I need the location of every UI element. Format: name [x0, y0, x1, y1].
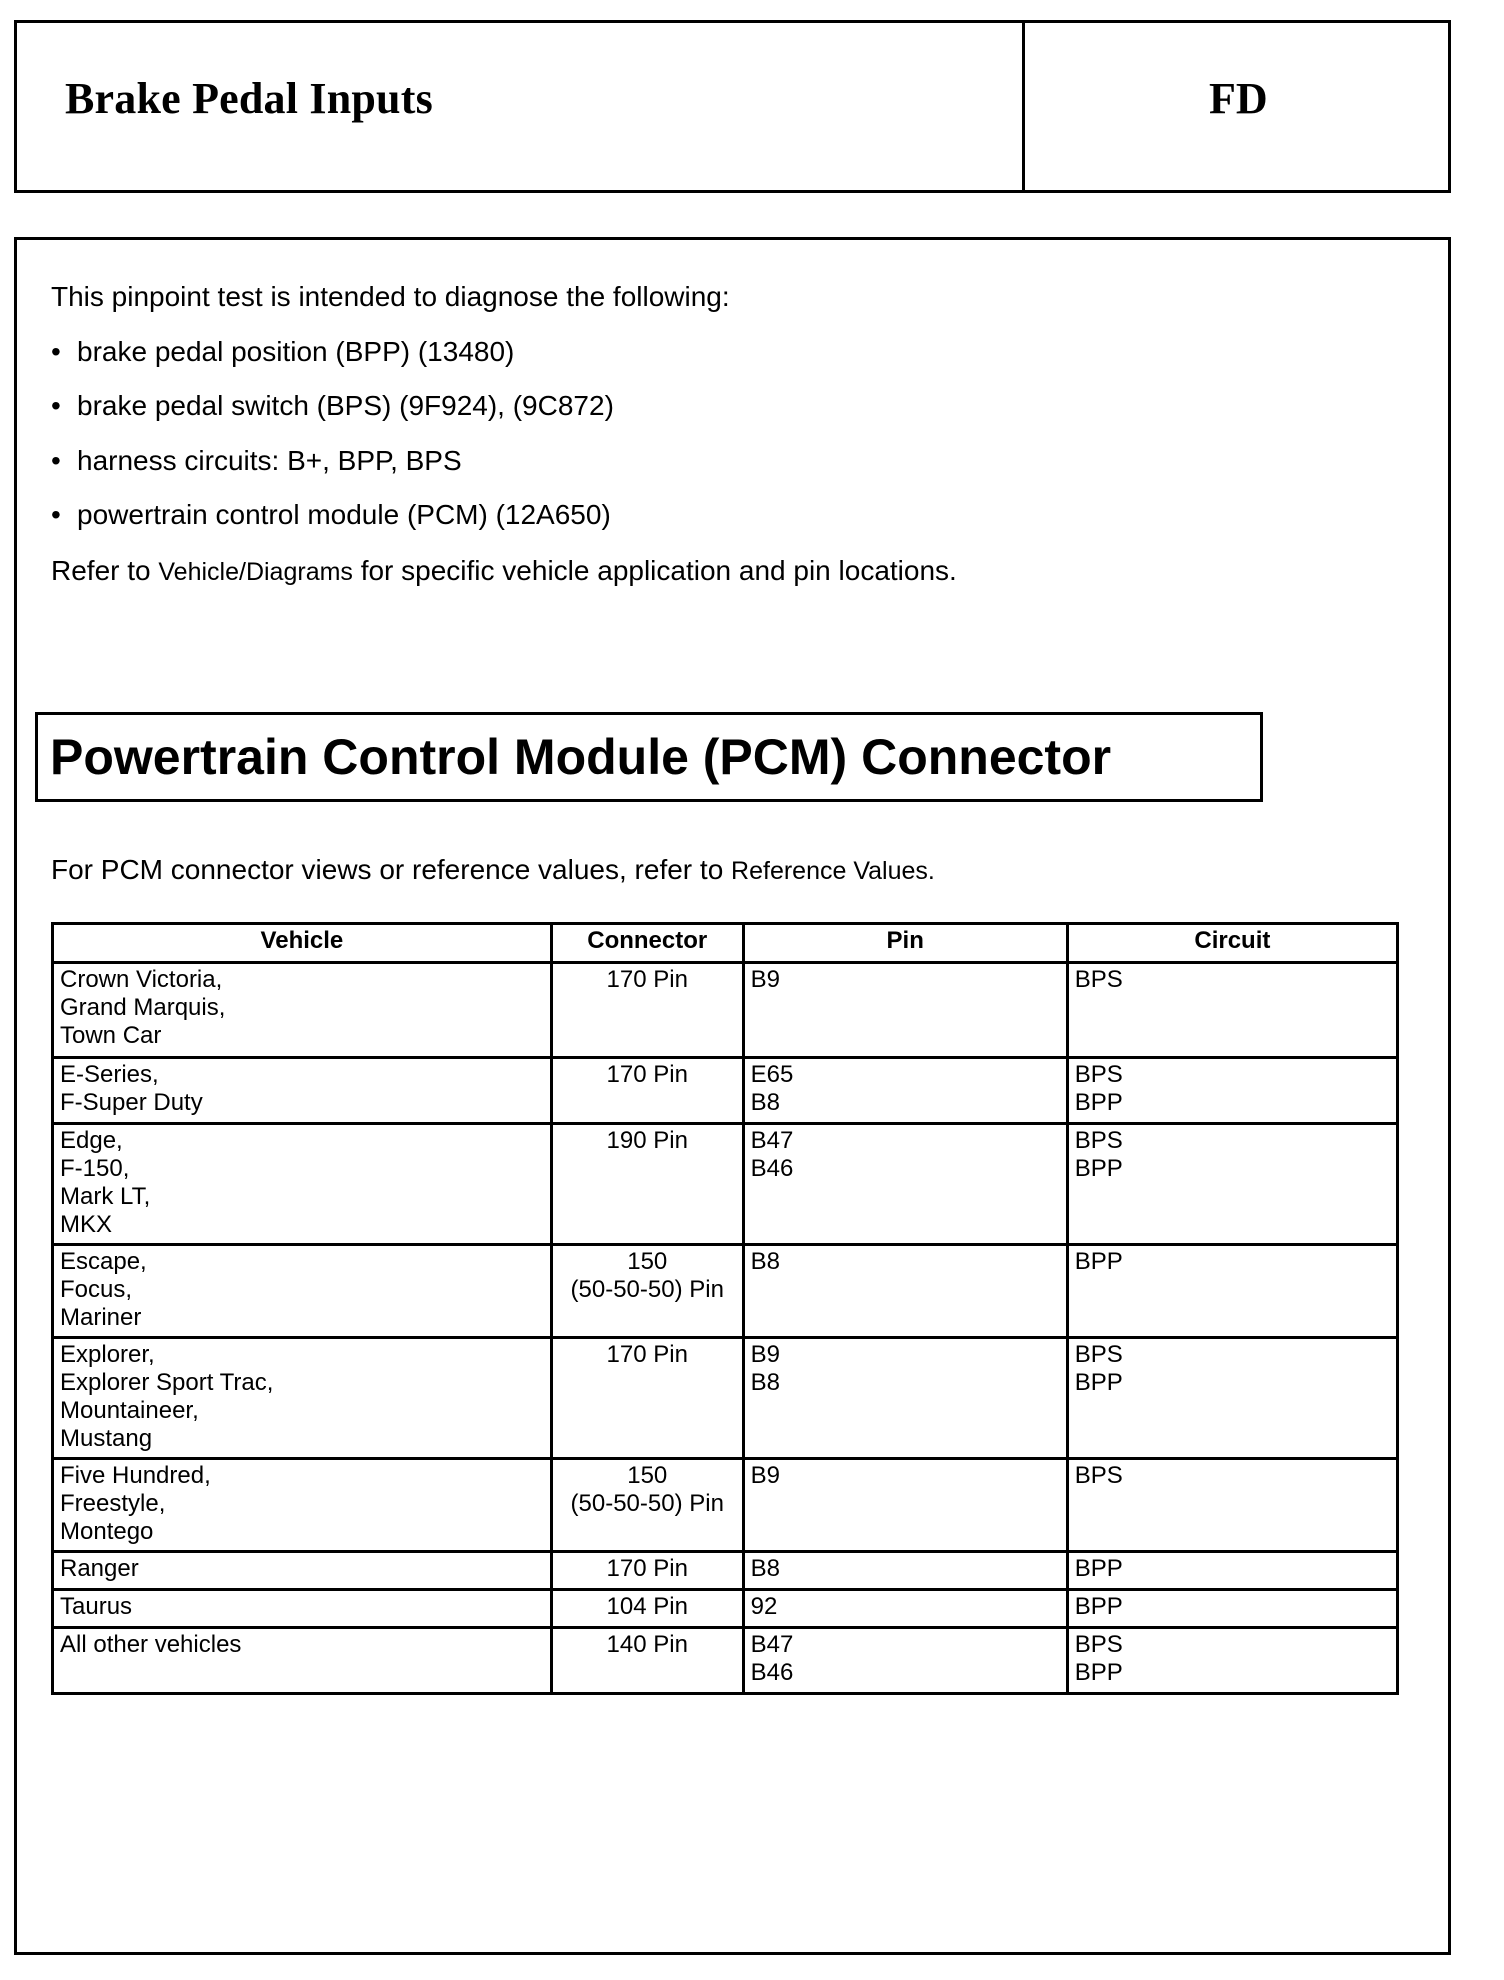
pin-line: B8: [750, 1248, 780, 1275]
header-pin: Pin: [743, 924, 1067, 963]
pin-line: B46: [750, 1659, 794, 1686]
connector-line: 170 Pin: [606, 1061, 688, 1088]
cell-connector: [551, 1459, 743, 1552]
circuit-line: BPP: [1074, 1248, 1123, 1275]
header-circuit: Circuit: [1067, 924, 1397, 963]
bullet-icon: •: [51, 390, 61, 422]
vehicle-line: Mountaineer,: [60, 1397, 199, 1424]
circuit-line: BPP: [1074, 1659, 1123, 1686]
list-item-text: powertrain control module (PCM) (12A650): [77, 499, 611, 531]
vehicle-line: All other vehicles: [60, 1631, 242, 1658]
pin-line: B8: [750, 1089, 780, 1116]
table-row: [53, 1338, 1398, 1459]
list-item: [51, 498, 957, 532]
page-code: FD: [1209, 74, 1268, 123]
cell-circuit: [1067, 1590, 1397, 1628]
circuit-line: BPS: [1074, 1341, 1123, 1368]
pin-line: B9: [750, 966, 780, 993]
cell-circuit: [1067, 1552, 1397, 1590]
vehicle-line: Escape,: [60, 1248, 147, 1275]
cell-vehicle: [53, 1628, 552, 1694]
cell-pin: [743, 1058, 1067, 1124]
vehicle-line: F-Super Duty: [60, 1089, 203, 1116]
circuit-line: BPP: [1074, 1593, 1123, 1620]
connector-line: 190 Pin: [606, 1127, 688, 1154]
pin-line: E65: [750, 1061, 794, 1088]
pin-line: B47: [750, 1127, 794, 1154]
table-row: [53, 1058, 1398, 1124]
cell-connector: [551, 1245, 743, 1338]
circuit-line: BPP: [1074, 1089, 1123, 1116]
cell-pin: [743, 1459, 1067, 1552]
connector-line: (50-50-50) Pin: [570, 1276, 724, 1303]
cell-pin: [743, 963, 1067, 1058]
cell-pin: [743, 1552, 1067, 1590]
cell-vehicle: [53, 1058, 552, 1124]
cell-circuit: [1067, 1628, 1397, 1694]
pin-line: B8: [750, 1555, 780, 1582]
cell-vehicle: [53, 1552, 552, 1590]
table-header-row: [53, 924, 1398, 963]
cell-vehicle: [53, 1338, 552, 1459]
connector-line: (50-50-50) Pin: [570, 1490, 724, 1517]
pin-line: B9: [750, 1341, 780, 1368]
vehicle-line: Grand Marquis,: [60, 994, 226, 1021]
vehicle-line: Edge,: [60, 1127, 123, 1154]
cell-circuit: [1067, 1245, 1397, 1338]
vehicle-line: Freestyle,: [60, 1490, 166, 1517]
circuit-line: BPS: [1074, 1061, 1123, 1088]
vehicle-line: Mustang: [60, 1425, 153, 1452]
circuit-line: BPP: [1074, 1555, 1123, 1582]
header-divider: [1022, 23, 1025, 190]
table-row: [53, 1552, 1398, 1590]
circuit-line: BPS: [1074, 1127, 1123, 1154]
vehicle-line: Mariner: [60, 1304, 142, 1331]
vehicle-line: Ranger: [60, 1555, 139, 1582]
cell-connector: [551, 1552, 743, 1590]
list-item-text: harness circuits: B+, BPP, BPS: [77, 444, 462, 476]
circuit-line: BPS: [1074, 1462, 1123, 1489]
table-row: [53, 1628, 1398, 1694]
header-vehicle: Vehicle: [53, 924, 552, 963]
cell-vehicle: [53, 1245, 552, 1338]
header-box: [14, 20, 1451, 193]
pcm-note: [51, 854, 935, 886]
bullet-icon: •: [51, 499, 61, 531]
vehicle-line: Taurus: [60, 1593, 133, 1620]
table-body: [53, 963, 1398, 1694]
pcm-note-prefix: For PCM connector views or reference values, refer to: [51, 854, 724, 885]
refer-suffix: for specific vehicle application and pin locations.: [360, 554, 957, 586]
vehicle-line: Crown Victoria,: [60, 966, 223, 993]
table-row: [53, 1590, 1398, 1628]
cell-vehicle: [53, 1590, 552, 1628]
cell-circuit: [1067, 1459, 1397, 1552]
cell-connector: [551, 1590, 743, 1628]
circuit-line: BPP: [1074, 1155, 1123, 1182]
vehicle-line: MKX: [60, 1211, 113, 1238]
vehicle-line: Five Hundred,: [60, 1462, 211, 1489]
bullet-icon: •: [51, 444, 61, 476]
cell-connector: [551, 1058, 743, 1124]
table-row: [53, 1459, 1398, 1552]
list-item: [51, 335, 957, 369]
vehicle-line: E-Series,: [60, 1061, 159, 1088]
circuit-line: BPS: [1074, 966, 1123, 993]
connector-line: 170 Pin: [606, 1341, 688, 1368]
refer-prefix: Refer to: [51, 554, 151, 586]
list-item-text: brake pedal switch (BPS) (9F924), (9C872): [77, 390, 614, 422]
cell-pin: [743, 1338, 1067, 1459]
cell-connector: [551, 1338, 743, 1459]
cell-pin: [743, 1245, 1067, 1338]
table-row: [53, 963, 1398, 1058]
connector-line: 150: [627, 1248, 668, 1275]
main-content-box: [14, 237, 1451, 1955]
intro-section: [51, 280, 957, 588]
cell-vehicle: [53, 963, 552, 1058]
vehicle-line: F-150,: [60, 1155, 130, 1182]
cell-connector: [551, 1124, 743, 1245]
vehicle-line: Explorer Sport Trac,: [60, 1369, 274, 1396]
list-item: [51, 389, 957, 423]
cell-vehicle: [53, 1459, 552, 1552]
cell-circuit: [1067, 1124, 1397, 1245]
connector-line: 140 Pin: [606, 1631, 688, 1658]
vehicle-line: Mark LT,: [60, 1183, 151, 1210]
vehicle-line: Focus,: [60, 1276, 133, 1303]
pin-line: B8: [750, 1369, 780, 1396]
connector-line: 170 Pin: [606, 966, 688, 993]
table-row: [53, 1245, 1398, 1338]
vehicle-line: Montego: [60, 1518, 154, 1545]
connector-line: 104 Pin: [606, 1593, 688, 1620]
intro-lead: This pinpoint test is intended to diagnose the following:: [51, 281, 730, 312]
circuit-line: BPP: [1074, 1369, 1123, 1396]
circuit-line: BPS: [1074, 1631, 1123, 1658]
page-title: Brake Pedal Inputs: [65, 74, 433, 123]
section-heading: Powertrain Control Module (PCM) Connector: [35, 712, 1263, 802]
cell-connector: [551, 963, 743, 1058]
pin-line: B47: [750, 1631, 794, 1658]
header-connector: Connector: [551, 924, 743, 963]
cell-circuit: [1067, 1338, 1397, 1459]
cell-circuit: [1067, 1058, 1397, 1124]
table-row: [53, 1124, 1398, 1245]
pcm-connector-table: [51, 922, 1399, 1695]
connector-line: 170 Pin: [606, 1555, 688, 1582]
pin-line: B46: [750, 1155, 794, 1182]
cell-pin: [743, 1628, 1067, 1694]
cell-pin: [743, 1590, 1067, 1628]
diagnose-list: [51, 335, 957, 532]
pin-line: 92: [750, 1593, 778, 1620]
vehicle-line: Explorer,: [60, 1341, 155, 1368]
cell-connector: [551, 1628, 743, 1694]
connector-line: 150: [627, 1462, 668, 1489]
bullet-icon: •: [51, 335, 61, 367]
refer-line: [51, 554, 957, 588]
vehicle-diagrams-link[interactable]: Vehicle/Diagrams: [158, 557, 353, 586]
vehicle-line: Town Car: [60, 1022, 162, 1049]
cell-vehicle: [53, 1124, 552, 1245]
cell-pin: [743, 1124, 1067, 1245]
list-item: [51, 444, 957, 478]
pin-line: B9: [750, 1462, 780, 1489]
list-item-text: brake pedal position (BPP) (13480): [77, 335, 515, 367]
reference-values-link[interactable]: Reference Values.: [731, 857, 935, 885]
cell-circuit: [1067, 963, 1397, 1058]
